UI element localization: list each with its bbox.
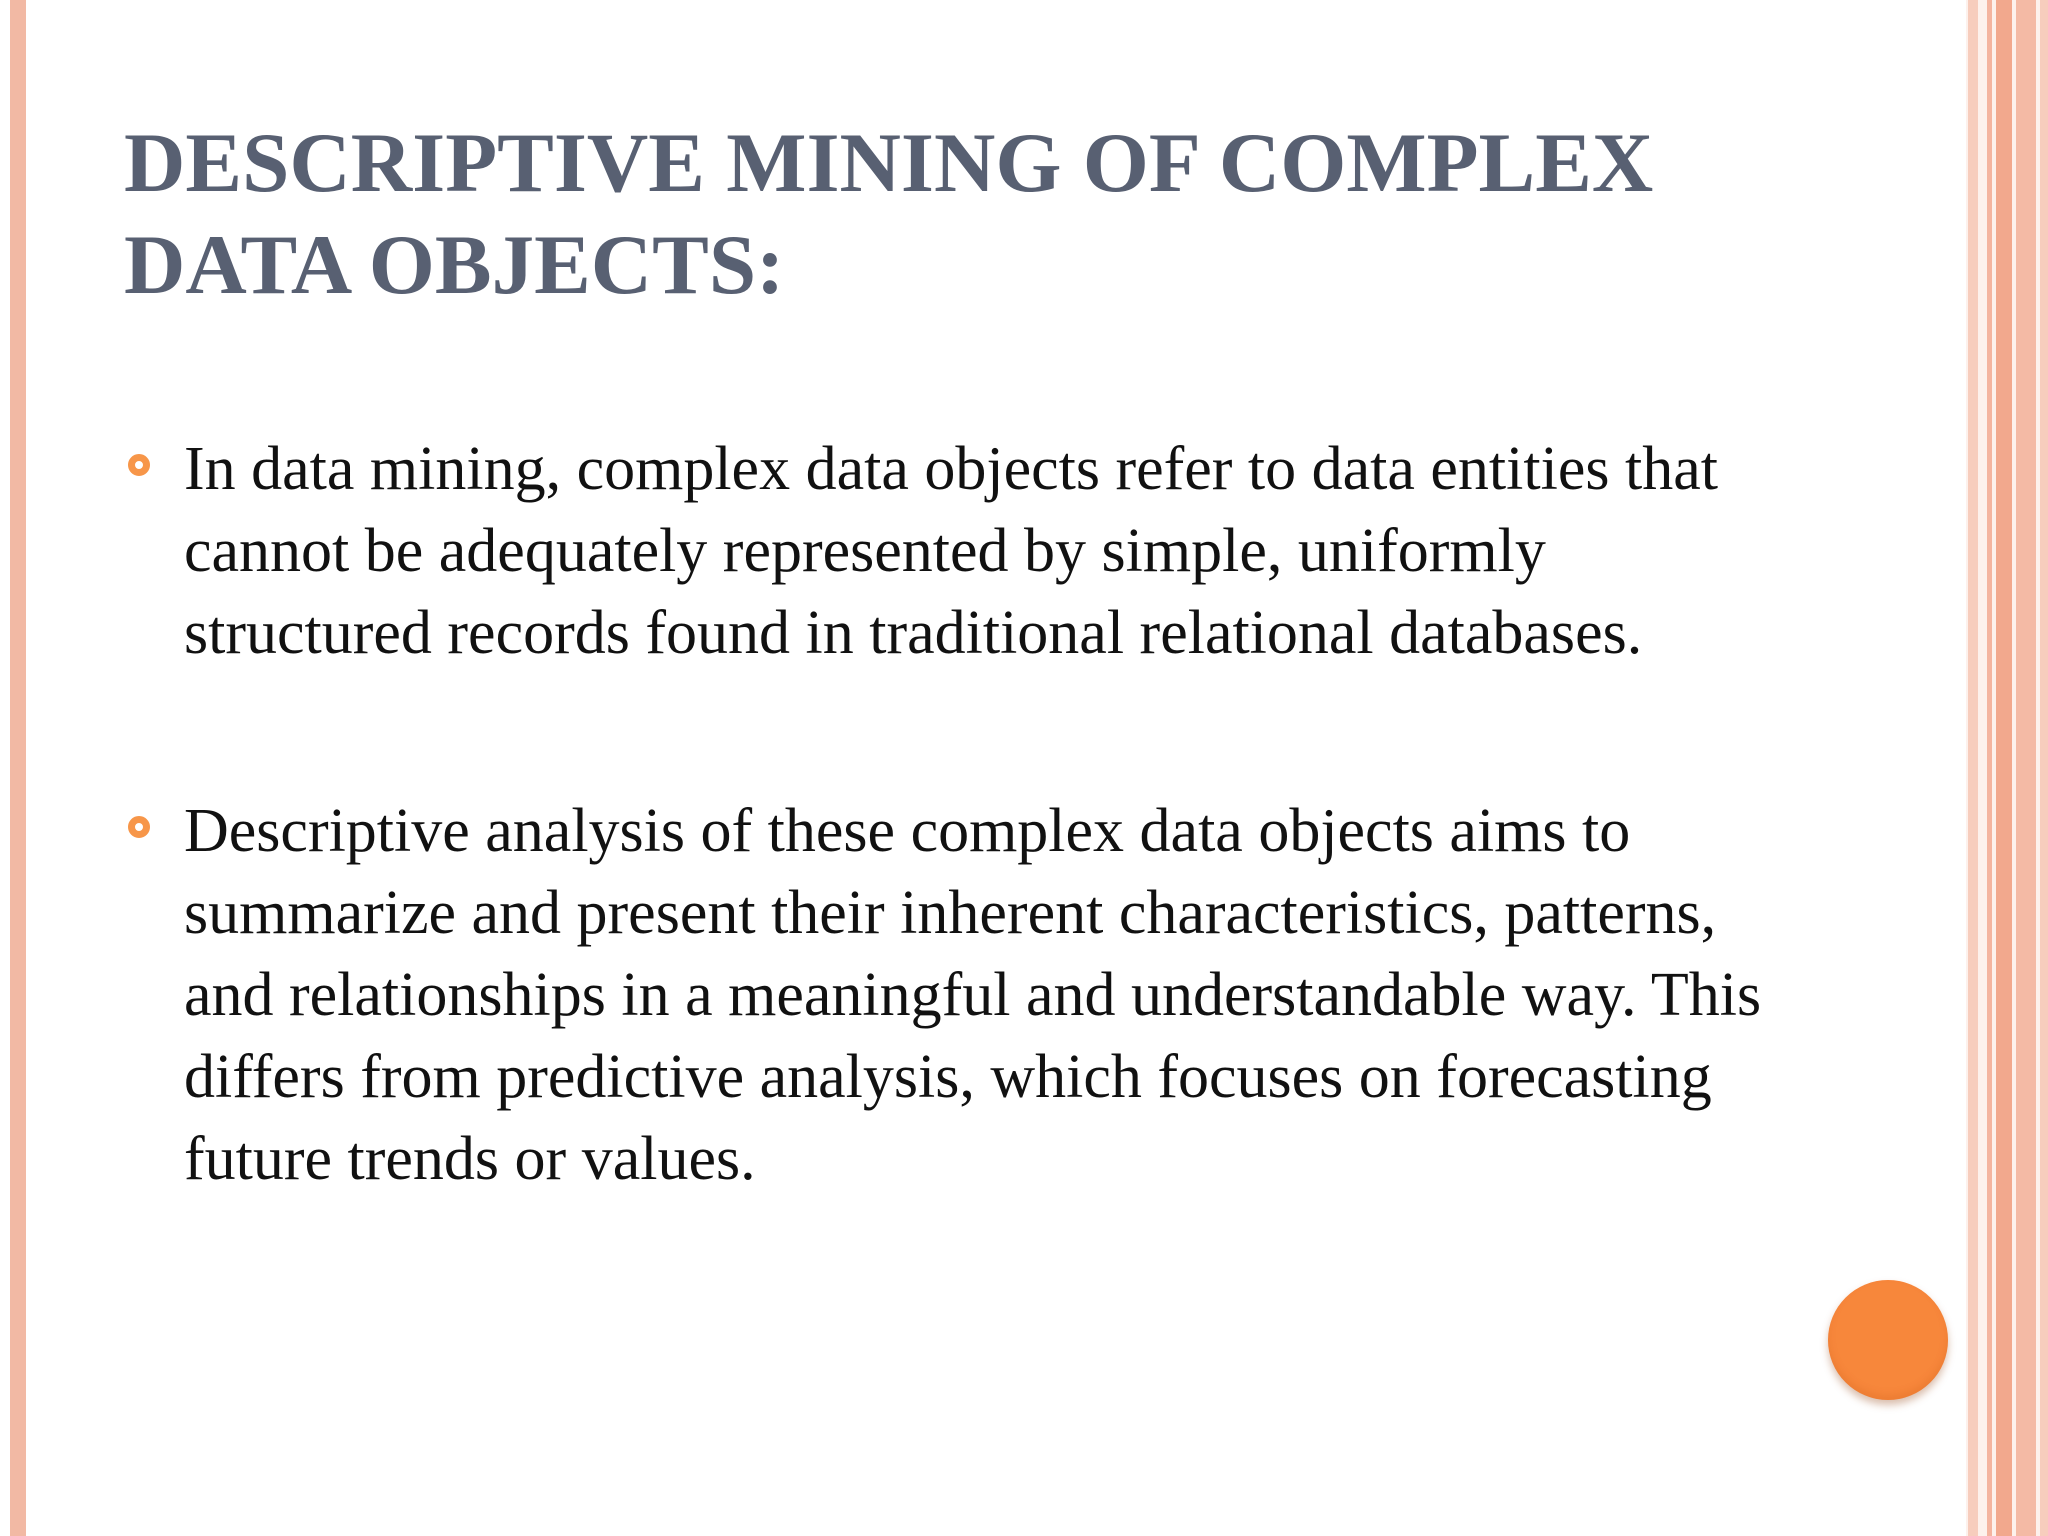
right-stripe-wide bbox=[2016, 0, 2036, 1536]
orange-circle-icon bbox=[1828, 1280, 1948, 1400]
right-stripe-edge bbox=[2040, 0, 2048, 1536]
bullet-item bbox=[124, 428, 1764, 674]
hollow-circle-icon bbox=[128, 454, 150, 476]
hollow-circle-icon bbox=[128, 816, 150, 838]
bullet-text: Descriptive analysis of these complex data objects aims to summarize and present their inherent characteristics, patterns, and relationships in a meaningful and understandable way. This differs from predictive analysis, which focuses on forecasting future trends or values. bbox=[184, 797, 1762, 1193]
right-stripe-strong bbox=[1996, 0, 2012, 1536]
bullet-text: In data mining, complex data objects refer to data entities that cannot be adequately represented by simple, uniformly structured records found in traditional relational databases. bbox=[184, 435, 1718, 667]
left-decorative-border bbox=[10, 0, 26, 1536]
right-decorative-frame bbox=[1966, 0, 2048, 1536]
right-stripe-light bbox=[1968, 0, 1978, 1536]
slide-title bbox=[124, 112, 1844, 316]
slide-title-line-2: DATA OBJECTS: bbox=[124, 218, 785, 312]
bullet-list bbox=[124, 428, 1764, 1200]
slide-title-line-1: DESCRIPTIVE MINING OF COMPLEX bbox=[124, 116, 1654, 210]
bullet-item bbox=[124, 790, 1764, 1200]
right-stripe-thin bbox=[1987, 0, 1992, 1536]
